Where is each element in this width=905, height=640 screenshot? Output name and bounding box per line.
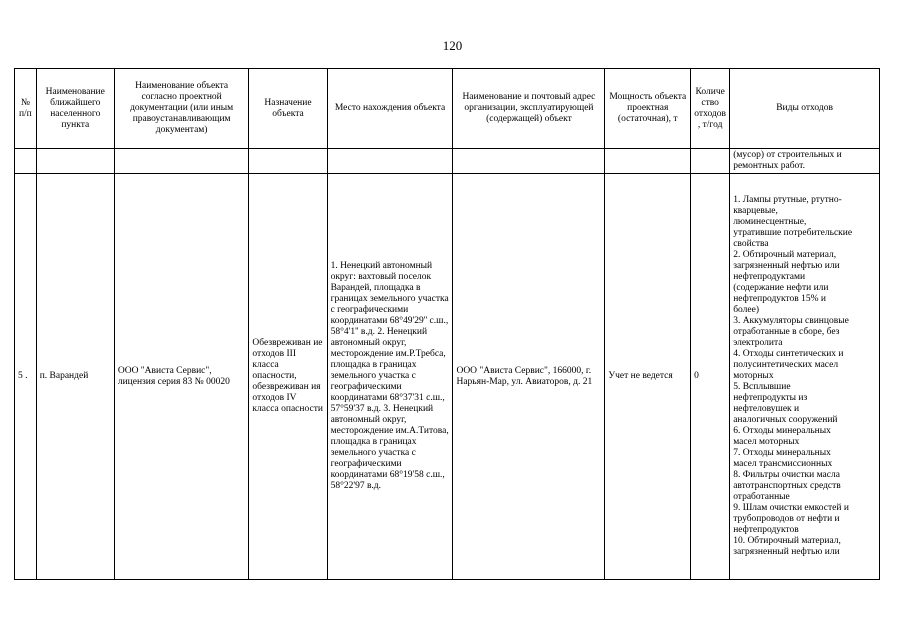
table-header-row [15,69,880,149]
row-purpose: Обезвреживан ие отходов III класса опасности, обезвреживан ия отходов IV класса опасности [249,174,327,580]
cont-cell-operator [453,149,605,174]
header-object-name: Наименование объекта согласно проектной документации (или иным правоустанавливающим документам) [114,69,249,149]
row-capacity: Учет не ведется [605,174,691,580]
cont-cell-location [327,149,453,174]
cont-cell-waste-types: (мусор) от строительных и ремонтных работ. [730,149,880,174]
waste-objects-table [14,68,880,580]
cont-cell-object-name [114,149,249,174]
header-capacity: Мощность объекта проектная (остаточная), т [605,69,691,149]
row-no: 5 . [15,174,37,580]
row-settlement: п. Варандей [36,174,114,580]
row-operator: ООО "Ависта Сервис", 166000, г. Нарьян-Мар, ул. Авиаторов, д. 21 [453,174,605,580]
header-settlement: Наименование ближайшего населенного пункта [36,69,114,149]
cont-cell-amount [691,149,730,174]
header-operator: Наименование и почтовый адрес организации, эксплуатирующей (содержащей) объект [453,69,605,149]
header-location: Место нахождения объекта [327,69,453,149]
header-no: № п/п [15,69,37,149]
row-waste-types: 1. Лампы ртутные, ртутно- кварцевые, люминесцентные, утратившие потребительские свойства 2. Обтирочный материал, загрязненный нефтью или нефтепродуктами (содержание нефти или нефтепродуктов 15% и более) 3. Аккумуляторы свинцовые отработанные в сборе, без электролита 4. Отходы синтетических и полусинтетических масел моторных 5. Всплывшие нефтепродукты из нефтеловушек и аналогичных сооружений 6. Отходы минеральных масел моторных 7. Отходы минеральных масел трансмиссионных 8. Фильтры очистки масла автотранспортных средств отработанные 9. Шлам очистки емкостей и трубопроводов от нефти и нефтепродуктов 10. Обтирочный материал, загрязненный нефтью или [730,174,880,580]
row-location: 1. Ненецкий автономный округ: вахтовый поселок Варандей, площадка в границах земельного участка с географическими координатами 68°49'29'' с.ш., 58°4'1'' в.д. 2. Ненецкий автономный округ, месторождение им.Р.Требса, площадка в границах земельного участка с географическими координатами 68°37'31 с.ш., 57°59'37 в.д. 3. Ненецкий автономный округ, месторождение им.А.Титова, площадка в границах земельного участка с географическими координатами 68°19'58 с.ш., 58°22'97 в.д. [327,174,453,580]
cont-cell-no [15,149,37,174]
header-waste-types: Виды отходов [730,69,880,149]
cont-cell-settlement [36,149,114,174]
header-amount: Количе ство отходов , т/год [691,69,730,149]
continuation-row [15,149,880,174]
header-purpose: Назначение объекта [249,69,327,149]
row-object-name: ООО "Ависта Сервис", лицензия серия 83 № 00020 [114,174,249,580]
row-amount: 0 [691,174,730,580]
cont-cell-capacity [605,149,691,174]
table-row [15,174,880,580]
page-number: 120 [442,38,463,53]
cont-cell-purpose [249,149,327,174]
